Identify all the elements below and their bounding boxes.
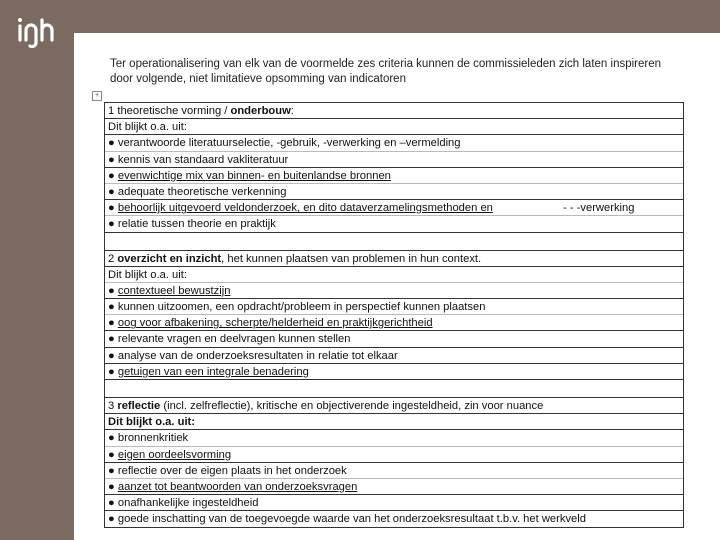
list-item: ● bronnenkritiek: [105, 430, 683, 446]
list-item: ● analyse van de onderzoeksresultaten in relatie tot elkaar: [105, 348, 683, 364]
list-item: ● oog voor afbakening, scherpte/helderheid en praktijkgerichtheid: [105, 315, 683, 331]
spacer-row: [105, 380, 683, 398]
intro-text: [110, 57, 710, 87]
criterion-3-title: 3 reflectie (incl. zelfreflectie), kritische en objectiverende ingesteldheid, zin voor nuance: [105, 398, 683, 414]
list-item: ● behoorlijk uitgevoerd veldonderzoek, en dito dataverzamelingsmethoden en - - -verwerking: [105, 200, 683, 216]
spacer-row: [105, 233, 683, 251]
criterion-1-intro: Dit blijkt o.a. uit:: [105, 119, 683, 135]
table-move-handle-icon[interactable]: +: [92, 91, 102, 101]
list-item: ● aanzet tot beantwoorden van onderzoeksvragen: [105, 479, 683, 495]
criterion-2-title: 2 overzicht en inzicht, het kunnen plaatsen van problemen in hun context.: [105, 251, 683, 267]
list-item: ● kennis van standaard vakliteratuur: [105, 152, 683, 168]
list-item: ● eigen oordeelsvorming: [105, 447, 683, 463]
list-item: ● relevante vragen en deelvragen kunnen stellen: [105, 331, 683, 347]
criterion-2-intro: Dit blijkt o.a. uit:: [105, 267, 683, 283]
ingh-logo: [16, 14, 60, 48]
document-page: [74, 33, 720, 540]
intro-line-1: Ter operationalisering van elk van de voormelde zes criteria kunnen de commissieleden zich laten inspireren: [110, 58, 662, 70]
list-item: ● adequate theoretische verkenning: [105, 184, 683, 200]
list-item: ● onafhankelijke ingesteldheid: [105, 495, 683, 511]
list-item: ● goede inschatting van de toegevoegde waarde van het onderzoeksresultaat t.b.v. het werkveld: [105, 511, 683, 527]
criterion-3-intro: Dit blijkt o.a. uit:: [105, 414, 683, 430]
list-item: ● contextueel bewustzijn: [105, 283, 683, 299]
list-item: ● verantwoorde literatuurselectie, -gebruik, -verwerking en –vermelding: [105, 135, 683, 151]
list-item: ● getuigen van een integrale benadering: [105, 364, 683, 380]
list-item: ● evenwichtige mix van binnen- en buitenlandse bronnen: [105, 168, 683, 184]
list-item: ● relatie tussen theorie en praktijk: [105, 216, 683, 232]
criteria-table: [104, 102, 684, 528]
criterion-1-title: 1 theoretische vorming / onderbouw:: [105, 103, 683, 119]
list-item: ● reflectie over de eigen plaats in het onderzoek: [105, 463, 683, 479]
list-item: ● kunnen uitzoomen, een opdracht/probleem in perspectief kunnen plaatsen: [105, 299, 683, 315]
intro-line-2: door volgende, niet limitatieve opsomming van indicatoren: [110, 73, 406, 85]
